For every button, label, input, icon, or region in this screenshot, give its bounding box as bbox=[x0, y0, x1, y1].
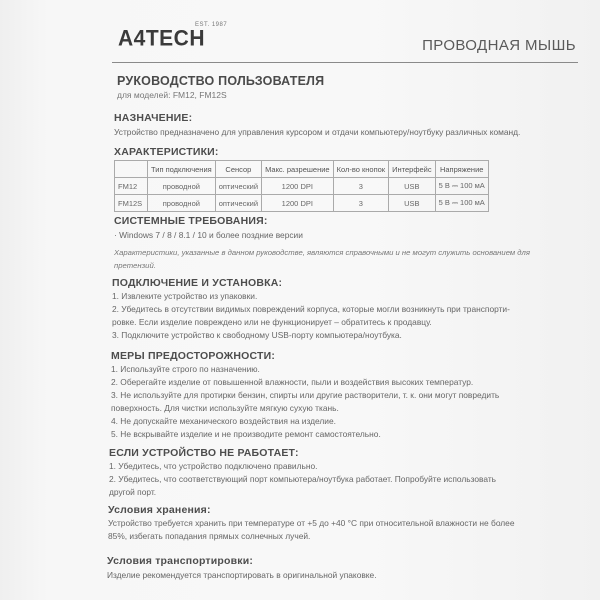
connect-line: 1. Извлеките устройство из упаковки. bbox=[112, 291, 258, 301]
manual-title: РУКОВОДСТВО ПОЛЬЗОВАТЕЛЯ bbox=[117, 74, 325, 88]
spec-cell: 3 bbox=[333, 178, 389, 195]
purpose-text: Устройство предназначено для управления курсором и отдачи компьютеру/ноутбуку различных команд. bbox=[114, 127, 521, 137]
specs-header-row bbox=[115, 161, 489, 178]
transport-text: Изделие рекомендуется транспортировать в оригинальной упаковке. bbox=[107, 570, 377, 580]
spec-cell: проводной bbox=[148, 195, 216, 212]
specs-col-interface: Интерфейс bbox=[389, 161, 436, 178]
connect-line: 2. Убедитесь в отсутствии видимых повреждений корпуса, которые могли возникнуть при транспорти- bbox=[112, 304, 510, 314]
header-divider bbox=[112, 62, 578, 63]
system-heading: СИСТЕМНЫЕ ТРЕБОВАНИЯ: bbox=[114, 215, 268, 227]
precaution-line: 3. Не используйте для протирки бензин, спирты или другие растворители, т. к. они могут повредить bbox=[111, 390, 500, 400]
spec-cell: 5 В ⎓ 100 мА bbox=[435, 178, 488, 195]
connect-line: 3. Подключите устройство к свободному USB-порту компьютера/ноутбука. bbox=[112, 330, 402, 340]
storage-heading: Условия хранения: bbox=[108, 504, 211, 516]
specs-col-connection: Тип подключения bbox=[148, 161, 216, 178]
spec-cell: оптический bbox=[215, 178, 261, 195]
specs-col-voltage: Напряжение bbox=[435, 161, 488, 178]
spec-cell: оптический bbox=[215, 195, 261, 212]
storage-line: 85%, избегать попадания прямых солнечных лучей. bbox=[108, 531, 311, 541]
precautions-heading: МЕРЫ ПРЕДОСТОРОЖНОСТИ: bbox=[111, 350, 276, 362]
specs-col-model bbox=[115, 161, 148, 178]
purpose-heading: НАЗНАЧЕНИЕ: bbox=[114, 112, 193, 124]
specs-table bbox=[114, 160, 489, 212]
specs-col-sensor: Сенсор bbox=[215, 161, 261, 178]
brand-est: EST. 1987 bbox=[195, 22, 228, 28]
spec-cell: 3 bbox=[333, 195, 389, 212]
precaution-line: 2. Оберегайте изделие от повышенной влажности, пыли и воздействия высоких температур. bbox=[111, 377, 474, 387]
spec-cell: 1200 DPI bbox=[262, 195, 334, 212]
specs-heading: ХАРАКТЕРИСТИКИ: bbox=[114, 146, 219, 158]
specs-col-resolution: Макс. разрешение bbox=[262, 161, 334, 178]
table-row bbox=[115, 195, 489, 212]
brand-logo: A4TECH bbox=[118, 26, 206, 51]
precaution-line: поверхность. Для чистки используйте мягкую сухую ткань. bbox=[111, 403, 339, 413]
spec-cell: FM12 bbox=[115, 178, 148, 195]
system-requirement-item: · Windows 7 / 8 / 8.1 / 10 и более поздние версии bbox=[114, 230, 303, 240]
spec-cell: проводной bbox=[148, 178, 216, 195]
precaution-line: 5. Не вскрывайте изделие и не производите ремонт самостоятельно. bbox=[111, 429, 381, 439]
specs-col-buttons: Кол-во кнопок bbox=[333, 161, 389, 178]
disclaimer-line-2: претензий. bbox=[114, 261, 156, 270]
precaution-line: 1. Используйте строго по назначению. bbox=[111, 364, 260, 374]
troubleshoot-line: 1. Убедитесь, что устройство подключено правильно. bbox=[109, 461, 318, 471]
models-line: для моделей: FM12, FM12S bbox=[117, 90, 227, 100]
troubleshoot-line: другой порт. bbox=[109, 487, 157, 497]
spec-cell: 1200 DPI bbox=[262, 178, 334, 195]
spec-cell: FM12S bbox=[115, 195, 148, 212]
system-requirement-text: Windows 7 / 8 / 8.1 / 10 и более поздние версии bbox=[119, 230, 303, 240]
troubleshoot-heading: ЕСЛИ УСТРОЙСТВО НЕ РАБОТАЕТ: bbox=[109, 447, 299, 459]
troubleshoot-line: 2. Убедитесь, что соответствующий порт компьютера/ноутбука работает. Попробуйте использовать bbox=[109, 474, 497, 484]
transport-heading: Условия транспортировки: bbox=[107, 555, 254, 567]
product-category-title: ПРОВОДНАЯ МЫШЬ bbox=[422, 37, 576, 54]
connect-heading: ПОДКЛЮЧЕНИЕ И УСТАНОВКА: bbox=[112, 277, 283, 289]
disclaimer-line-1: Характеристики, указанные в данном руководстве, являются справочными и не могут служить основанием для bbox=[114, 248, 530, 257]
spec-cell: USB bbox=[389, 195, 436, 212]
spec-cell: USB bbox=[389, 178, 436, 195]
table-row bbox=[115, 178, 489, 195]
spec-cell: 5 В ⎓ 100 мА bbox=[435, 195, 488, 212]
connect-line: ровке. Если изделие повреждено или не функционирует – обратитесь к продавцу. bbox=[112, 317, 432, 327]
precaution-line: 4. Не допускайте механического воздействия на изделие. bbox=[111, 416, 336, 426]
storage-line: Устройство требуется хранить при температуре от +5 до +40 °C при относительной влажности не более bbox=[108, 518, 515, 528]
